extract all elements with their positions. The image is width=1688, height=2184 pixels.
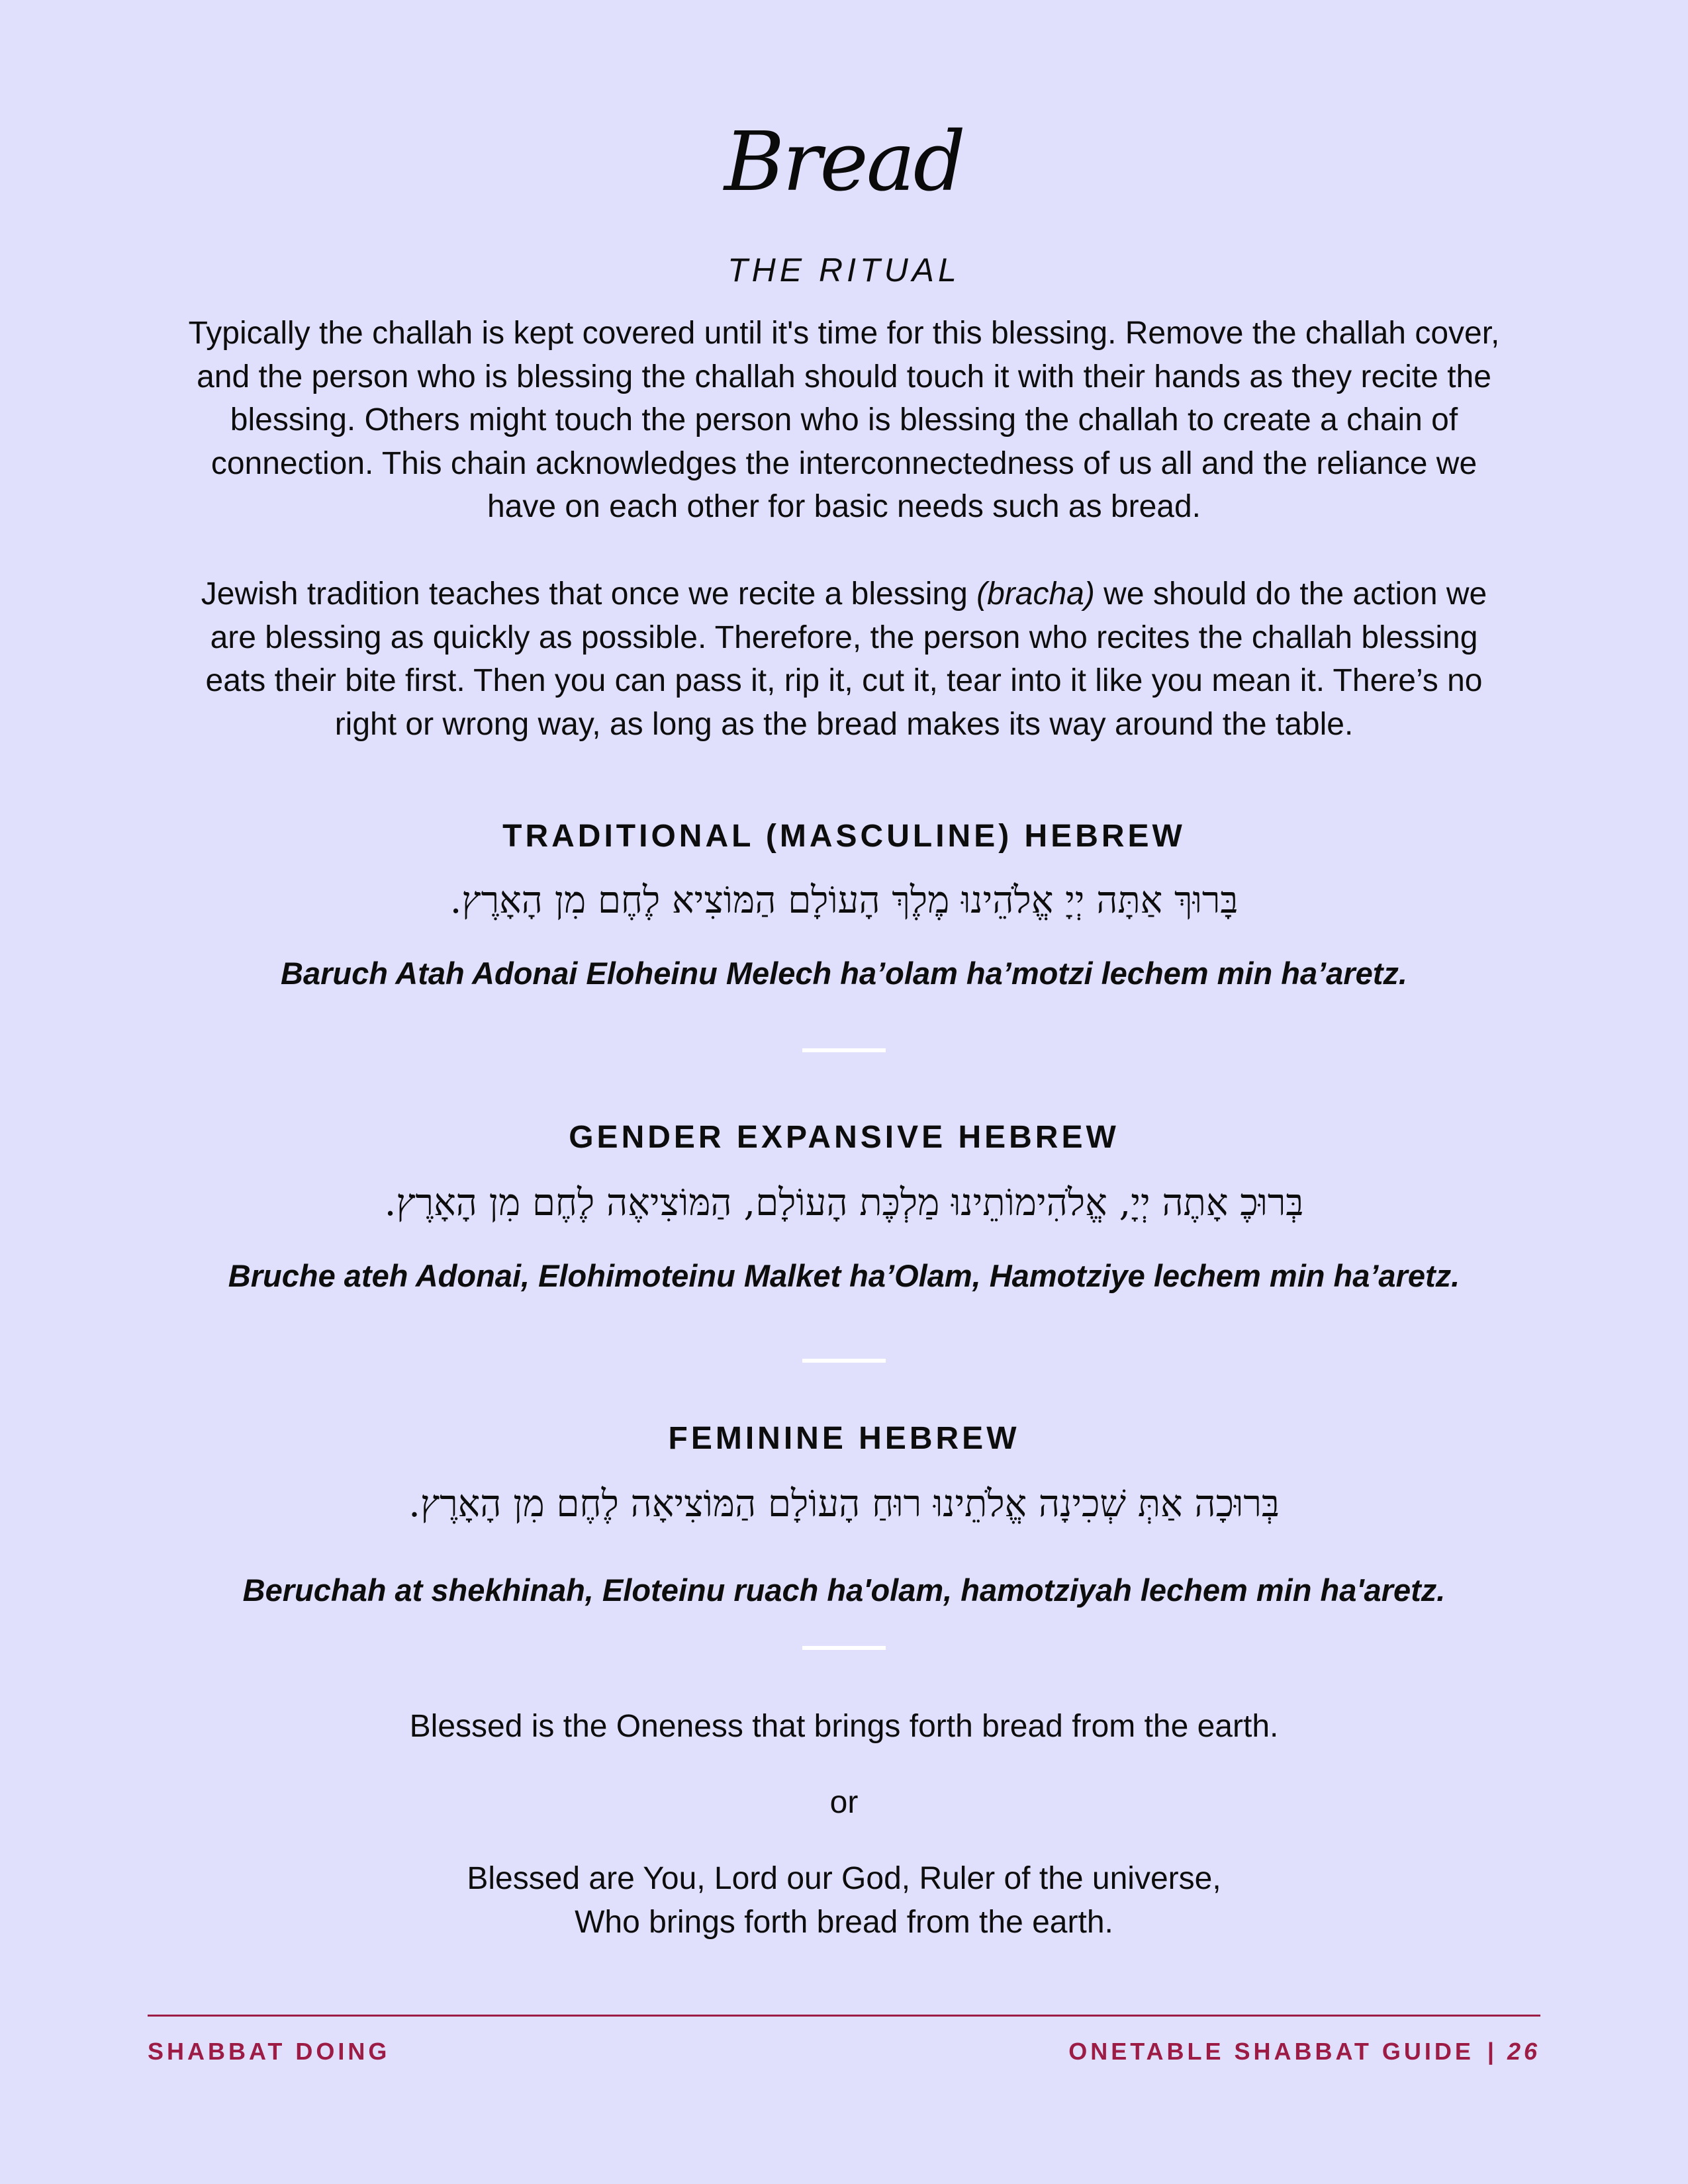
paragraph-2-emphasis: (bracha) <box>976 576 1095 612</box>
footer-guide-name: ONETABLE SHABBAT GUIDE <box>1068 2038 1474 2065</box>
english-blessing-oneness: Blessed is the Oneness that brings forth bread from the earth. <box>409 1709 1279 1744</box>
heading-traditional-hebrew: TRADITIONAL (MASCULINE) HEBREW <box>502 819 1186 854</box>
paragraph-2-text-before: Jewish tradition teaches that once we recite a blessing <box>201 576 977 612</box>
footer-guide-title <box>1068 2037 1540 2066</box>
footer-rule <box>148 2015 1540 2017</box>
section-label-ritual: THE RITUAL <box>727 251 961 289</box>
english-blessing-traditional-line-2: Who brings forth bread from the earth. <box>575 1905 1113 1940</box>
page-number: 26 <box>1507 2038 1540 2065</box>
section-divider <box>802 1646 886 1650</box>
ritual-paragraph-1: Typically the challah is kept covered until it's time for this blessing. Remove the challah cover, and the person who is blessing the challah should touch it with their hands as they recite the blessing. Others might touch the person who is blessing the challah to create a chain of connection. This chain acknowledges the interconnectedness of us all and the reliance we have on each other for basic needs such as bread. <box>188 316 1500 524</box>
page-title: Bread <box>724 114 964 210</box>
transliteration-feminine: Beruchah at shekhinah, Eloteinu ruach ha'olam, hamotziyah lechem min ha'aretz. <box>242 1572 1446 1608</box>
hebrew-gender-expansive: בְּרוּכֶ אָתֶה יְיָ, אֱלֹהִימוֹתֵינוּ מַלְכֶּת הָעוֹלָם, הַמּוֹצִיאֶה לֶחֶם מִן הָאָרֶץ. <box>384 1181 1304 1224</box>
english-blessing-traditional-line-1: Blessed are You, Lord our God, Ruler of the universe, <box>467 1861 1221 1896</box>
section-divider <box>802 1359 886 1363</box>
footer-section-name: SHABBAT DOING <box>148 2038 391 2065</box>
hebrew-traditional: בָּרוּךְ אַתָּה יְיָ אֱלֹהֵינוּ מֶלֶךְ הָעוֹלָם הַמּוֹצִיא לֶחֶם מִן הָאָרֶץ. <box>449 879 1239 922</box>
hebrew-feminine: בְּרוּכָה אַתְּ שְׁכִינָה אֱלֹתֵינוּ רוּחַ הָעוֹלָם הַמּוֹצִיאָה לֶחֶם מִן הָאָרֶץ. <box>408 1482 1280 1525</box>
paragraph-2-text-after: we should do the action we are blessing as quickly as possible. Therefore, the person who recites the challah blessing eats their bite first. Then you can pass it, rip it, cut it, tear into it like you mean it. There’s no right or wrong way, as long as the bread makes its way around the table. <box>205 576 1487 742</box>
heading-feminine-hebrew: FEMININE HEBREW <box>668 1421 1020 1456</box>
heading-gender-expansive-hebrew: GENDER EXPANSIVE HEBREW <box>569 1120 1119 1155</box>
ritual-paragraph-2 <box>185 572 1503 746</box>
section-divider <box>802 1048 886 1052</box>
english-or: or <box>829 1785 859 1820</box>
transliteration-gender-expansive: Bruche ateh Adonai, Elohimoteinu Malket ha’Olam, Hamotziye lechem min ha’aretz. <box>228 1258 1460 1293</box>
transliteration-traditional: Baruch Atah Adonai Eloheinu Melech ha’olam ha’motzi lechem min ha’aretz. <box>281 956 1407 991</box>
footer-separator: | <box>1487 2038 1494 2065</box>
